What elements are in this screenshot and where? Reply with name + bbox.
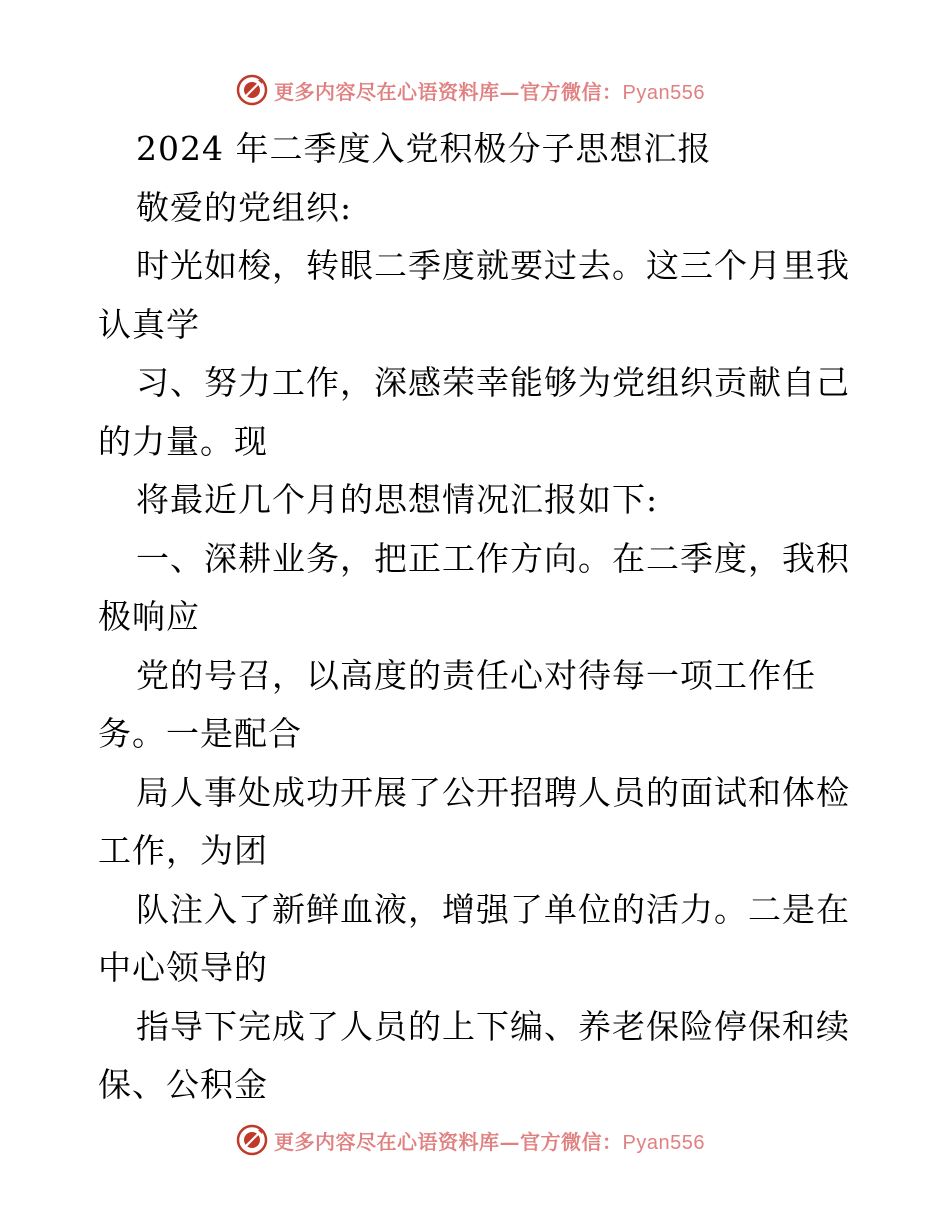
text-line: 的力量。现 <box>98 421 268 461</box>
text-line: 局人事处成功开展了公开招聘人员的面试和体检 <box>136 772 850 812</box>
text-line: 极响应 <box>98 597 200 636</box>
text-line: 保、公积金 <box>98 1065 268 1104</box>
text-line: 敬爱的党组织: <box>136 187 353 227</box>
logo-icon <box>236 1124 268 1156</box>
text-line: 一、深耕业务，把正工作方向。在二季度，我积 <box>136 538 850 578</box>
banner-text: 更多内容尽在心语资料库—官方微信：Pyan556 <box>274 79 705 104</box>
logo-icon <box>236 74 268 106</box>
text-line: 党的号召，以高度的责任心对待每一项工作任 <box>136 655 816 695</box>
text-line: 指导下完成了人员的上下编、养老保险停保和续 <box>136 1006 850 1046</box>
text-line: 工作，为团 <box>98 831 268 870</box>
text-line: 务。一是配合 <box>98 714 302 753</box>
text-line: 2024 年二季度入党积极分子思想汇报 <box>136 129 712 168</box>
text-line: 时光如梭，转眼二季度就要过去。这三个月里我 <box>136 246 850 285</box>
text-line: 中心领导的 <box>98 948 268 987</box>
banner-text: 更多内容尽在心语资料库—官方微信：Pyan556 <box>274 1129 705 1154</box>
text-line: 队注入了新鲜血液，增强了单位的活力。二是在 <box>136 889 850 929</box>
text-line: 将最近几个月的思想情况汇报如下: <box>136 480 659 519</box>
footer-banner <box>236 1122 705 1158</box>
text-line: 认真学 <box>98 304 200 344</box>
header-banner <box>236 72 705 108</box>
document-body <box>98 120 858 1115</box>
text-line: 习、努力工作，深感荣幸能够为党组织贡献自己 <box>136 363 850 402</box>
